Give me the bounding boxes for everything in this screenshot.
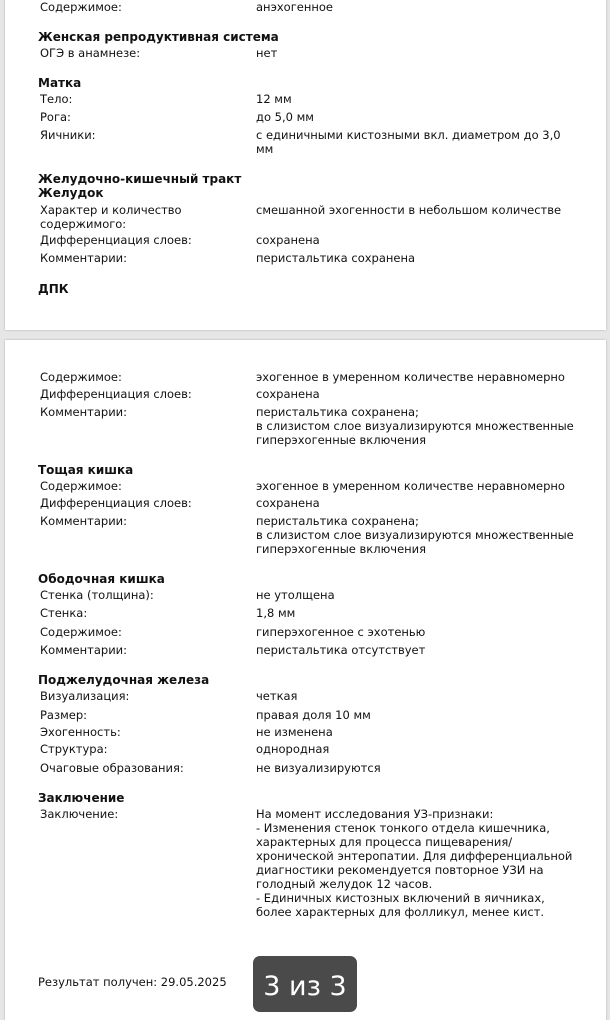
row-value: гиперэхогенное с эхотенью (256, 625, 426, 639)
row-label: Содержимое: (40, 0, 122, 14)
row-label: Заключение: (40, 807, 119, 821)
page-indicator: 3 из 3 (253, 956, 357, 1012)
row-value: На момент исследования УЗ-признаки: - Изменения стенок тонкого отдела кишечника, характерных для процесса пищеварения/ хронической энтеропатии. Для дифференциальной диагностики рекомендуется повторное УЗИ на голодный желудок 12 часов. - Единичных кистозных включений в яичниках, более характерных для фолликул, менее кист. (256, 807, 573, 919)
row-value: правая доля 10 мм (256, 708, 371, 722)
row-value: перистальтика сохранена (256, 251, 416, 265)
row-value: эхогенное в умеренном количестве неравномерно (256, 370, 565, 384)
row-value: 1,8 мм (256, 606, 296, 620)
row-value: с единичными кистозными вкл. диаметром до 3,0 мм (256, 128, 561, 156)
section-heading: Желудочно-кишечный тракт Желудок (38, 172, 242, 200)
row-value: перистальтика сохранена; в слизистом слое визуализируются множественные гиперэхогенные включения (256, 514, 574, 556)
row-label: ОГЭ в анамнезе: (40, 46, 141, 60)
row-value: не изменена (256, 725, 333, 739)
row-label: Структура: (40, 742, 108, 756)
row-label: Стенка: (40, 606, 88, 620)
row-label: Содержимое: (40, 370, 122, 384)
row-value: сохранена (256, 496, 320, 510)
row-value: перистальтика отсутствует (256, 643, 426, 657)
row-value: не визуализируются (256, 761, 381, 775)
row-label: Стенка (толщина): (40, 588, 154, 602)
row-label: Комментарии: (40, 251, 128, 265)
row-value: четкая (256, 689, 298, 703)
row-label: Комментарии: (40, 405, 128, 419)
section-heading: Матка (38, 76, 82, 90)
row-label: Эхогенность: (40, 725, 121, 739)
row-label: Визуализация: (40, 689, 130, 703)
row-label: Дифференциация слоев: (40, 387, 192, 401)
section-heading: Заключение (38, 791, 125, 805)
row-value: до 5,0 мм (256, 110, 314, 124)
section-heading: ДПК (38, 282, 69, 296)
row-label: Рога: (40, 110, 71, 124)
row-label: Комментарии: (40, 514, 128, 528)
row-label: Тело: (40, 92, 73, 106)
row-label: Содержимое: (40, 479, 122, 493)
row-value: анэхогенное (256, 0, 333, 14)
report-page-3 (5, 340, 606, 1020)
row-value: эхогенное в умеренном количестве неравномерно (256, 479, 565, 493)
row-value: 12 мм (256, 92, 292, 106)
row-value: не утолщена (256, 588, 335, 602)
row-value: сохранена (256, 233, 320, 247)
section-heading: Тощая кишка (38, 463, 134, 477)
row-value: однородная (256, 742, 330, 756)
section-heading: Ободочная кишка (38, 572, 165, 586)
row-value: нет (256, 46, 278, 60)
result-date: Результат получен: 29.05.2025 (38, 975, 227, 989)
row-label: Содержимое: (40, 625, 122, 639)
section-heading: Поджелудочная железа (38, 673, 210, 687)
row-label: Очаговые образования: (40, 761, 184, 775)
row-label: Яичники: (40, 128, 96, 142)
section-heading: Женская репродуктивная система (38, 30, 279, 44)
report-page-2 (5, 0, 606, 330)
row-value: перистальтика сохранена; в слизистом слое визуализируются множественные гиперэхогенные включения (256, 405, 574, 447)
row-label: Размер: (40, 708, 88, 722)
row-value: смешанной эхогенности в небольшом количестве (256, 203, 562, 217)
row-label: Комментарии: (40, 643, 128, 657)
row-label: Характер и количество содержимого: (40, 203, 182, 231)
row-label: Дифференциация слоев: (40, 233, 192, 247)
row-label: Дифференциация слоев: (40, 496, 192, 510)
row-value: сохранена (256, 387, 320, 401)
